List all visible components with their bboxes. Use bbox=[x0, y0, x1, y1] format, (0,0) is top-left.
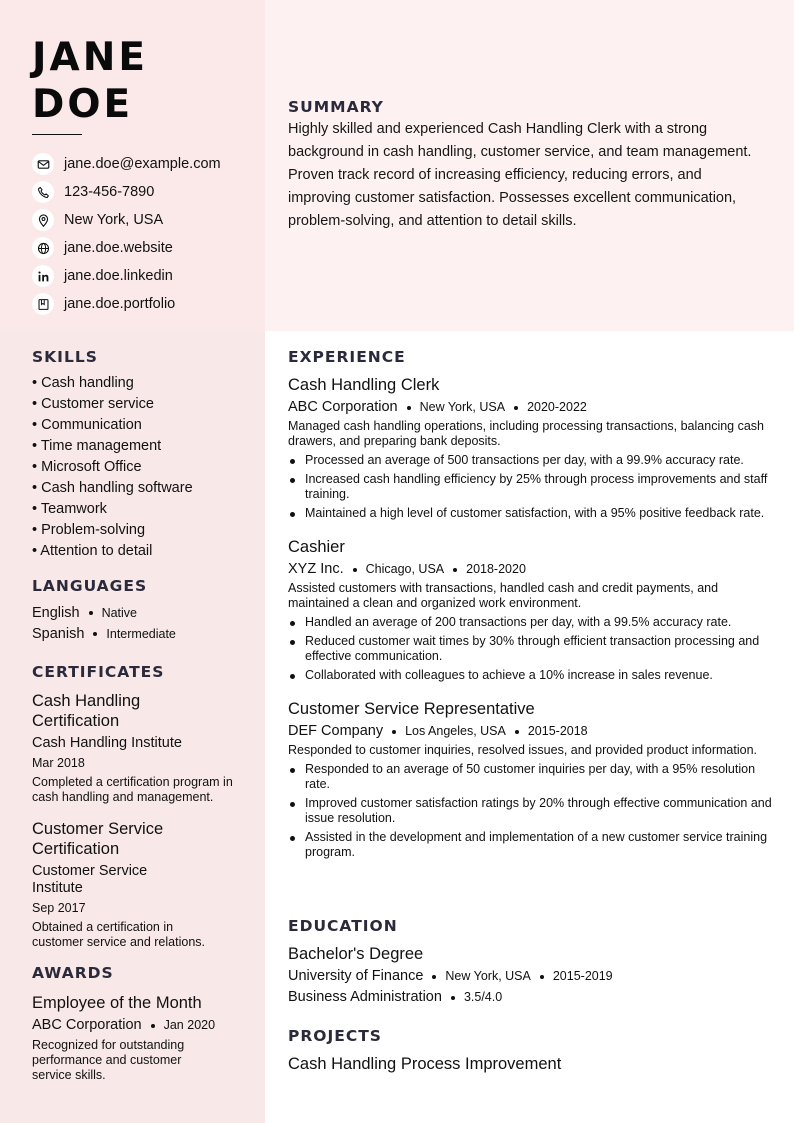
awards-heading: AWARDS bbox=[32, 964, 114, 982]
projects-heading: PROJECTS bbox=[288, 1027, 382, 1045]
contact-linkedin[interactable] bbox=[32, 262, 221, 290]
contact-text: New York, USA bbox=[64, 212, 164, 228]
job-title: Cashier bbox=[288, 538, 345, 556]
certificate-date: Sep 2017 bbox=[32, 901, 86, 915]
job-entry bbox=[288, 537, 772, 683]
job-achievements bbox=[288, 762, 772, 860]
contact-phone[interactable] bbox=[32, 178, 221, 206]
job-meta bbox=[288, 561, 772, 578]
certificate-item bbox=[32, 819, 237, 950]
education-heading: EDUCATION bbox=[288, 917, 398, 935]
job-dates: 2015-2018 bbox=[527, 724, 588, 738]
certificate-description: Obtained a certification in customer service and relations. bbox=[32, 920, 205, 949]
job-achievements bbox=[288, 453, 772, 521]
separator-dot bbox=[93, 632, 97, 636]
language-item bbox=[32, 624, 237, 645]
achievement-item: Responded to an average of 50 customer inquiries per day, with a 95% resolution rate. bbox=[288, 762, 772, 792]
certificates-heading: CERTIFICATES bbox=[32, 663, 165, 681]
achievement-item: Reduced customer wait times by 30% through efficient transaction processing and effective communication. bbox=[288, 634, 772, 664]
separator-dot bbox=[151, 1024, 155, 1028]
certificate-institute: Customer Service Institute bbox=[32, 863, 148, 896]
job-description: Assisted customers with transactions, handled cash and credit payments, and maintained a clean and organized work environment. bbox=[288, 581, 719, 610]
languages-heading: LANGUAGES bbox=[32, 577, 148, 595]
language-level: Native bbox=[101, 606, 137, 620]
contact-text: jane.doe.website bbox=[64, 240, 173, 256]
contact-website[interactable] bbox=[32, 234, 221, 262]
job-location: Los Angeles, USA bbox=[405, 724, 506, 738]
job-dates: 2018-2020 bbox=[466, 562, 526, 576]
contact-location bbox=[32, 206, 221, 234]
awards-section bbox=[32, 964, 237, 1083]
language-name: English bbox=[32, 605, 80, 621]
gpa: 3.5/4.0 bbox=[463, 990, 503, 1004]
job-title: Cash Handling Clerk bbox=[288, 376, 440, 394]
award-description: Recognized for outstanding performance and customer service skills. bbox=[32, 1038, 185, 1082]
certificate-item bbox=[32, 691, 237, 805]
education-meta bbox=[288, 968, 772, 985]
mail-icon bbox=[32, 153, 54, 175]
education-section bbox=[288, 917, 772, 1006]
job-description: Responded to customer inquiries, resolved issues, and provided product information. bbox=[288, 743, 758, 757]
certificate-institute: Cash Handling Institute bbox=[32, 735, 182, 751]
separator-dot bbox=[392, 730, 396, 734]
certificate-date: Mar 2018 bbox=[32, 756, 85, 770]
skill-item: • Customer service bbox=[32, 396, 154, 412]
separator-dot bbox=[540, 975, 544, 979]
skill-item: • Communication bbox=[32, 417, 142, 433]
job-company: XYZ Inc. bbox=[288, 561, 344, 577]
school-location: New York, USA bbox=[445, 969, 531, 983]
linkedin-icon bbox=[32, 265, 54, 287]
skill-item: • Teamwork bbox=[32, 501, 107, 517]
contact-list bbox=[32, 150, 221, 318]
separator-dot bbox=[432, 975, 436, 979]
achievement-item: Maintained a high level of customer satisfaction, with a 95% positive feedback rate. bbox=[288, 506, 772, 521]
achievement-item: Assisted in the development and implementation of a new customer service training program. bbox=[288, 830, 772, 860]
achievement-item: Handled an average of 200 transactions per day, with a 99.5% accuracy rate. bbox=[288, 615, 772, 630]
separator-dot bbox=[515, 730, 519, 734]
language-name: Spanish bbox=[32, 626, 85, 642]
field-of-study: Business Administration bbox=[288, 989, 442, 1005]
separator-dot bbox=[407, 406, 411, 410]
skills-heading: SKILLS bbox=[32, 348, 98, 366]
separator-dot bbox=[451, 996, 455, 1000]
separator-dot bbox=[453, 568, 457, 572]
phone-icon bbox=[32, 181, 54, 203]
contact-text: 123-456-7890 bbox=[64, 184, 155, 200]
education-dates: 2015-2019 bbox=[552, 969, 613, 983]
location-pin-icon bbox=[32, 209, 54, 231]
achievement-item: Increased cash handling efficiency by 25% through process improvements and staff training. bbox=[288, 472, 772, 502]
achievement-item: Improved customer satisfaction ratings by 20% through effective communication and issue resolution. bbox=[288, 796, 772, 826]
job-company: DEF Company bbox=[288, 723, 384, 739]
separator-dot bbox=[89, 611, 93, 615]
language-level: Intermediate bbox=[106, 627, 176, 641]
school-name: University of Finance bbox=[288, 968, 424, 984]
certificate-description: Completed a certification program in cash handling and management. bbox=[32, 775, 233, 804]
certificate-name: Cash Handling Certification bbox=[32, 692, 141, 730]
first-name: JANE bbox=[32, 35, 148, 80]
skill-item: • Cash handling bbox=[32, 375, 134, 391]
language-item bbox=[32, 603, 237, 624]
contact-text: jane.doe@example.com bbox=[64, 156, 221, 172]
job-location: Chicago, USA bbox=[365, 562, 445, 576]
certificates-section bbox=[32, 663, 237, 950]
summary-text: Highly skilled and experienced Cash Handling Clerk with a strong background in cash handling, customer service, and team management. Proven track record of increasing efficiency, reducing errors, and improving customer satisfaction. Possesses excellent communication, problem-solving, and attention to detail skills. bbox=[288, 121, 752, 229]
name-divider bbox=[32, 134, 82, 135]
job-description: Managed cash handling operations, including processing transactions, balancing cash drawers, and preparing bank deposits. bbox=[288, 419, 765, 448]
job-dates: 2020-2022 bbox=[527, 400, 587, 414]
achievement-item: Collaborated with colleagues to achieve a 10% increase in sales revenue. bbox=[288, 668, 772, 683]
award-org: ABC Corporation bbox=[32, 1017, 142, 1033]
certificate-name: Customer Service Certification bbox=[32, 820, 164, 858]
degree-name: Bachelor's Degree bbox=[288, 945, 424, 963]
project-name: Cash Handling Process Improvement bbox=[288, 1055, 562, 1073]
job-meta bbox=[288, 723, 772, 740]
job-company: ABC Corporation bbox=[288, 399, 398, 415]
candidate-name bbox=[32, 34, 148, 128]
contact-portfolio[interactable] bbox=[32, 290, 221, 318]
skill-item: • Attention to detail bbox=[32, 543, 153, 559]
education-field-meta bbox=[288, 989, 772, 1006]
award-meta bbox=[32, 1017, 237, 1034]
portfolio-icon bbox=[32, 293, 54, 315]
skill-item: • Time management bbox=[32, 438, 162, 454]
job-title: Customer Service Representative bbox=[288, 700, 535, 718]
languages-section bbox=[32, 577, 237, 645]
summary-heading: SUMMARY bbox=[288, 98, 384, 116]
award-date: Jan 2020 bbox=[163, 1018, 216, 1032]
skills-section bbox=[32, 348, 237, 562]
last-name: DOE bbox=[32, 82, 134, 127]
skill-item: • Problem-solving bbox=[32, 522, 146, 538]
job-entry bbox=[288, 375, 772, 521]
achievement-item: Processed an average of 500 transactions per day, with a 99.9% accuracy rate. bbox=[288, 453, 772, 468]
contact-email[interactable] bbox=[32, 150, 221, 178]
globe-icon bbox=[32, 237, 54, 259]
job-entry bbox=[288, 699, 772, 860]
job-meta bbox=[288, 399, 772, 416]
contact-text: jane.doe.portfolio bbox=[64, 296, 176, 312]
separator-dot bbox=[514, 406, 518, 410]
award-name: Employee of the Month bbox=[32, 994, 202, 1012]
projects-section bbox=[288, 1027, 772, 1074]
experience-heading: EXPERIENCE bbox=[288, 348, 406, 366]
job-location: New York, USA bbox=[419, 400, 506, 414]
job-achievements bbox=[288, 615, 772, 683]
skill-item: • Microsoft Office bbox=[32, 459, 142, 475]
contact-text: jane.doe.linkedin bbox=[64, 268, 173, 284]
skill-item: • Cash handling software bbox=[32, 480, 193, 496]
separator-dot bbox=[353, 568, 357, 572]
experience-section bbox=[288, 348, 772, 864]
